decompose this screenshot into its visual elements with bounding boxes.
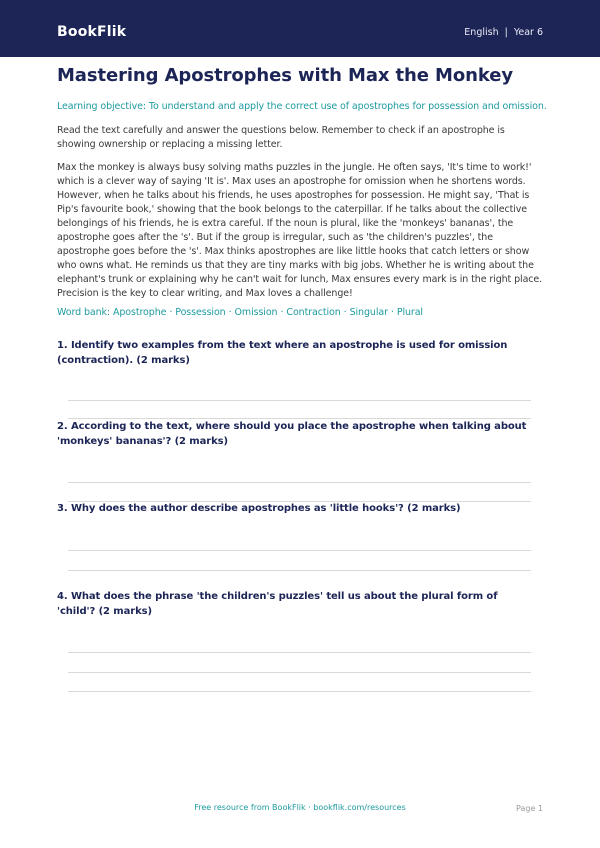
word-separator: · bbox=[228, 307, 232, 318]
learning-objective: Learning objective: To understand and apply the correct use of apostrophes for possession and omission. bbox=[57, 101, 547, 112]
instructions-text: Read the text carefully and answer the questions below. Remember to check if an apostrophe is showing ownership or replacing a missing letter. bbox=[57, 125, 505, 150]
word-separator: · bbox=[169, 307, 173, 318]
answer-line[interactable] bbox=[68, 550, 531, 551]
answer-line[interactable] bbox=[68, 482, 531, 483]
subject-label: English bbox=[464, 27, 499, 38]
meta-separator: | bbox=[504, 27, 508, 38]
word-bank-word: Possession bbox=[175, 307, 226, 318]
word-bank-label: Word bank: bbox=[57, 307, 111, 318]
word-bank-word: Omission bbox=[234, 307, 278, 318]
header-bar bbox=[0, 0, 600, 57]
page-title: Mastering Apostrophes with Max the Monkey bbox=[57, 65, 513, 86]
question-1: 1. Identify two examples from the text where an apostrophe is used for omission (contraction). (2 marks) bbox=[57, 340, 508, 366]
answer-line[interactable] bbox=[68, 652, 531, 653]
footer-text[interactable]: Free resource from BookFlik · bookflik.com/resources bbox=[194, 803, 406, 812]
answer-line[interactable] bbox=[68, 570, 531, 571]
year-label: Year 6 bbox=[513, 27, 543, 38]
page-number: Page 1 bbox=[516, 804, 543, 813]
answer-line[interactable] bbox=[68, 691, 531, 692]
word-bank-word: Plural bbox=[396, 307, 423, 318]
subject-year bbox=[464, 26, 543, 40]
word-separator: · bbox=[343, 307, 347, 318]
question-2: 2. According to the text, where should you place the apostrophe when talking about 'monkeys' bananas'? (2 marks) bbox=[57, 421, 527, 447]
brand-logo[interactable]: BookFlik bbox=[57, 24, 127, 40]
answer-line[interactable] bbox=[68, 400, 531, 401]
answer-line[interactable] bbox=[68, 672, 531, 673]
question-4: 4. What does the phrase 'the children's puzzles' tell us about the plural form of 'child'? (2 marks) bbox=[57, 591, 498, 617]
word-bank-word: Singular bbox=[349, 307, 388, 318]
reading-passage: Max the monkey is always busy solving maths puzzles in the jungle. He often says, 'It's time to work!' which is a clever way of saying 'It is'. Max uses an apostrophe for omission when he shortens words. However, when he talks about his friends, he uses apostrophes for possession. He might say, 'That is Pip's favourite book,' showing that the book belongs to the caterpillar. If he talks about the collective belongings of his friends, he is extra careful. If the noun is plural, like the 'monkeys' bananas', the apostrophe goes after the 's'. But if the group is irregular, such as 'the children's puzzles', the apostrophe goes before the 's'. Max thinks apostrophes are like little hooks that catch letters or show who owns what. He reminds us that they are tiny marks with big jobs. Whether he is writing about the elephant's trunk or explaining why he can't wait for lunch, Max ensures every mark is in the right place. Precision is the key to clear writing, and Max loves a challenge! bbox=[57, 162, 543, 299]
question-3: 3. Why does the author describe apostrophes as 'little hooks'? (2 marks) bbox=[57, 503, 461, 514]
word-bank-word: Contraction bbox=[286, 307, 341, 318]
word-bank-word: Apostrophe bbox=[112, 307, 167, 318]
word-bank bbox=[57, 306, 547, 319]
word-separator: · bbox=[390, 307, 394, 318]
word-separator: · bbox=[280, 307, 284, 318]
